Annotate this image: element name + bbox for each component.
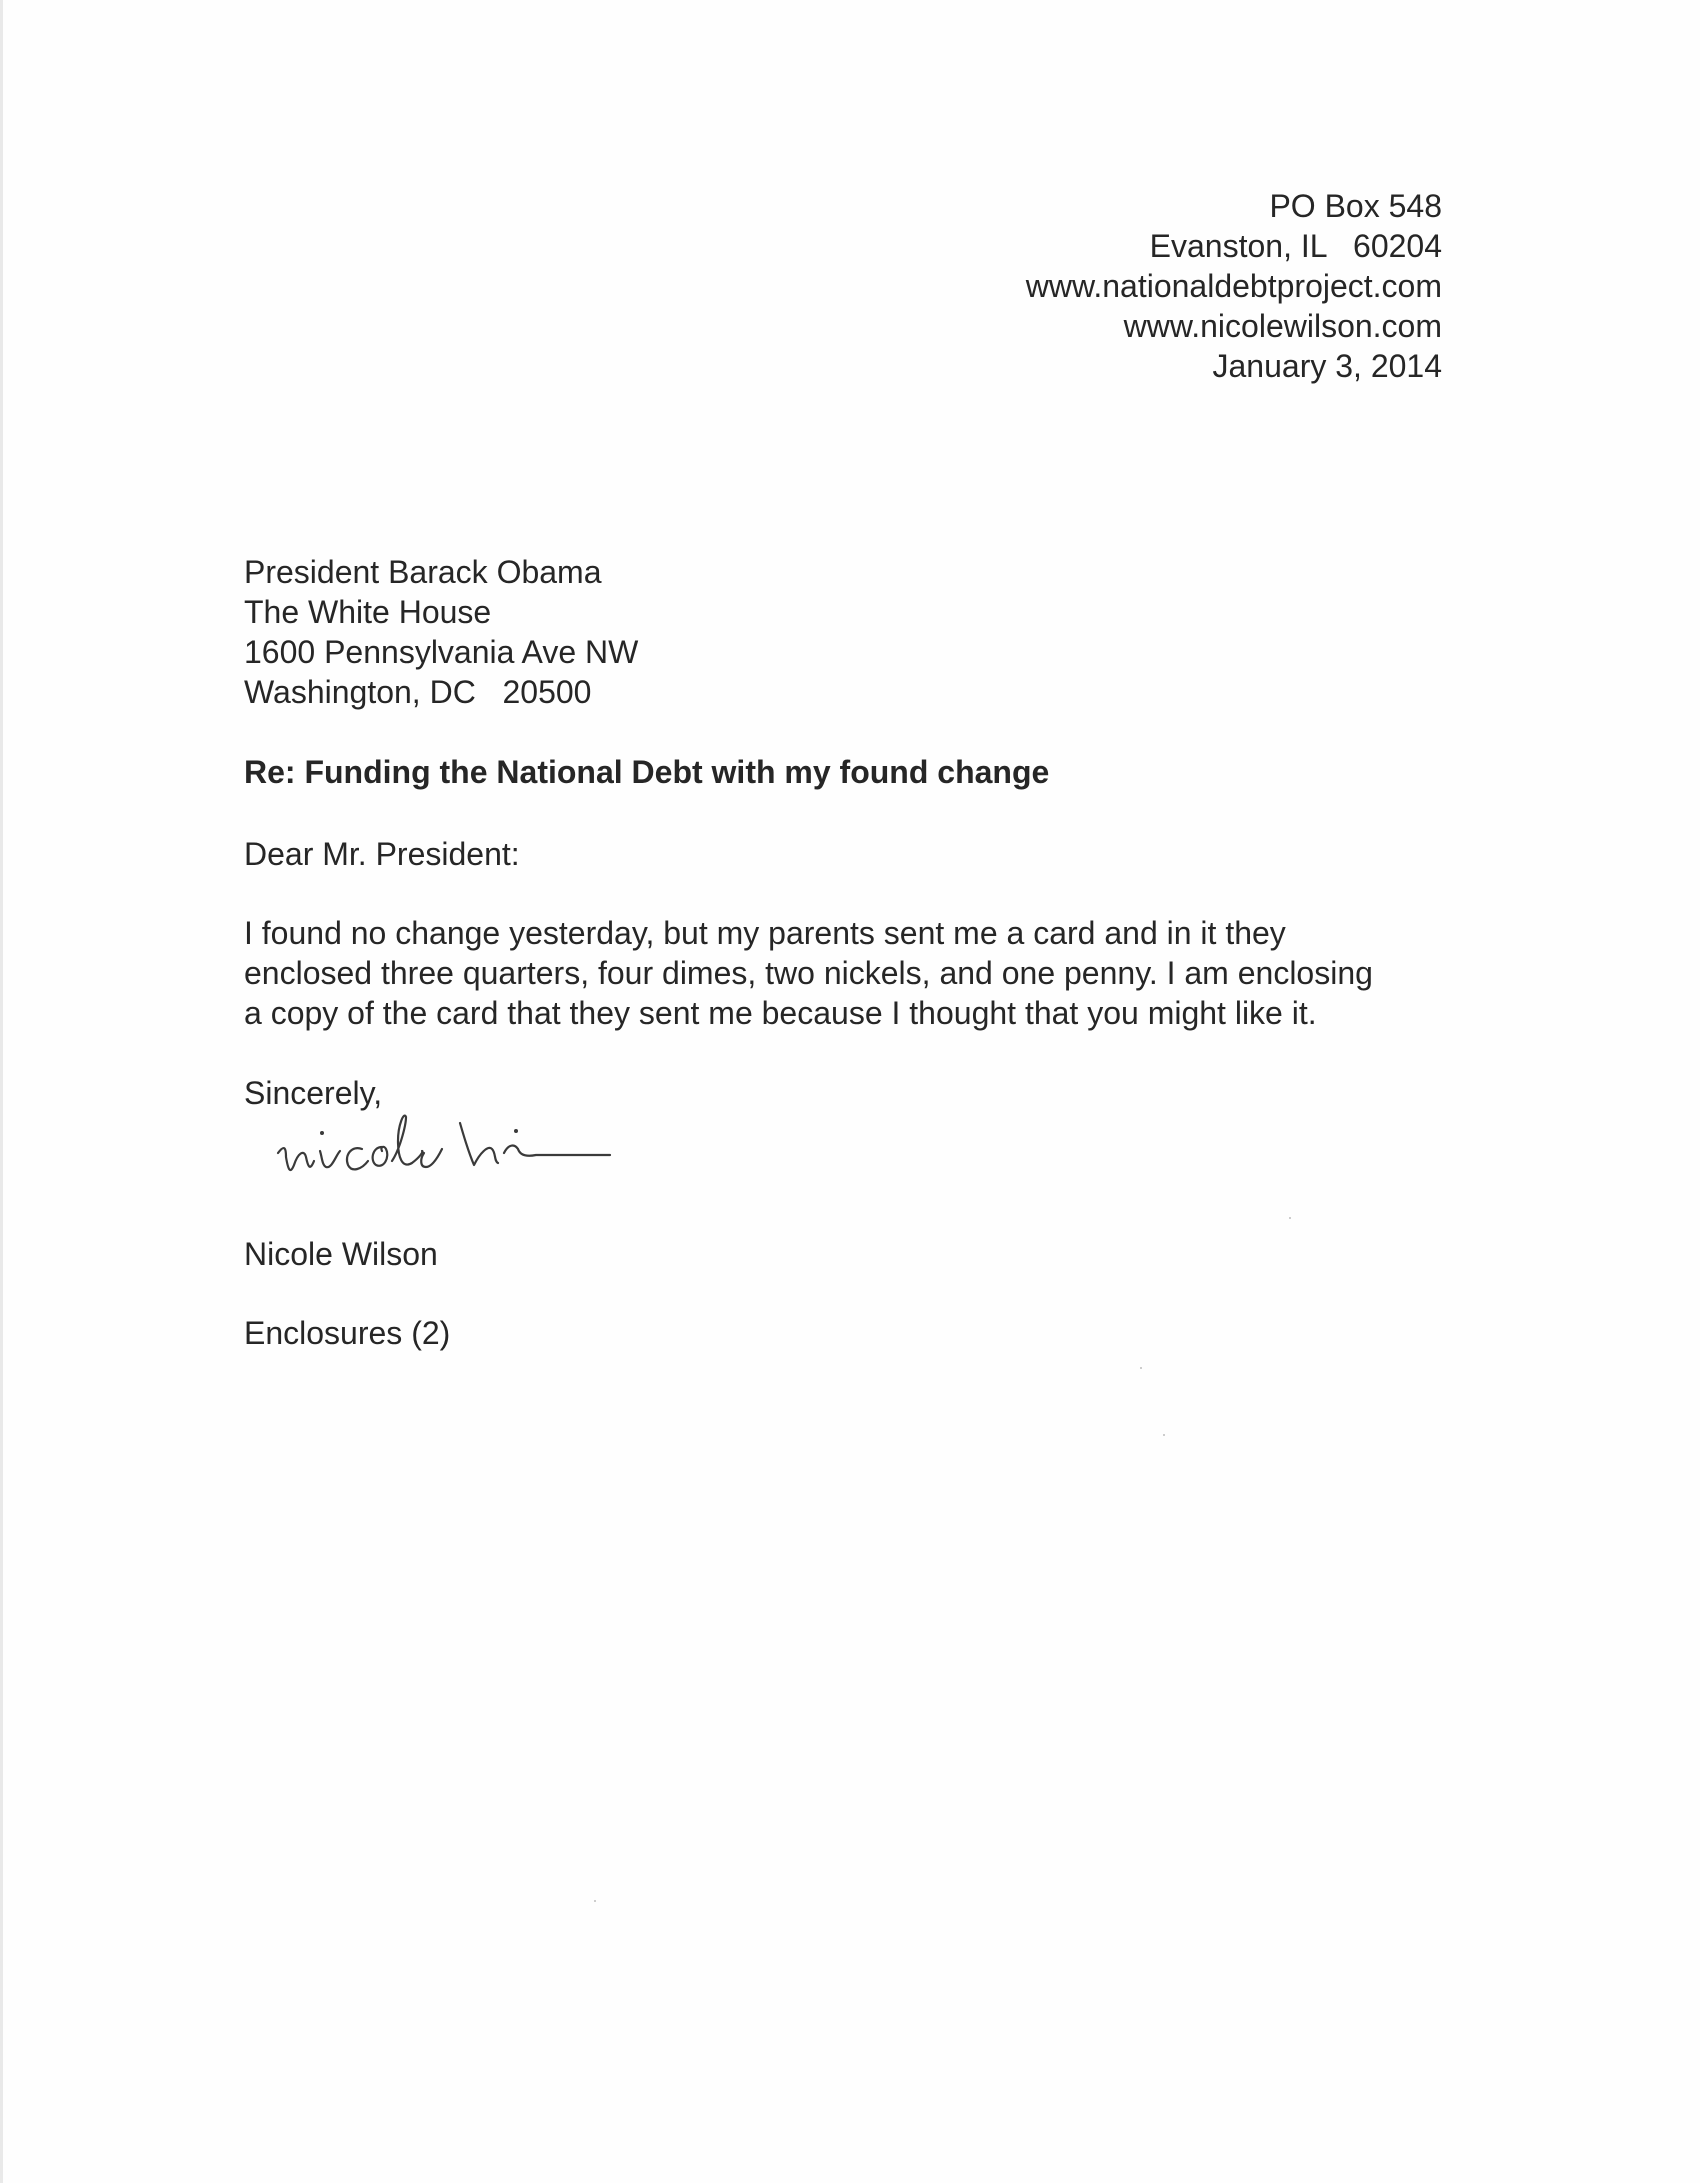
sender-po-box: PO Box 548 <box>1269 188 1442 224</box>
recipient-city-state-zip: Washington, DC 20500 <box>244 674 592 710</box>
sender-website-2: www.nicolewilson.com <box>1123 308 1442 344</box>
body-line: enclosed three quarters, four dimes, two nickels, and one penny. I am enclosing <box>244 955 1373 991</box>
scan-speck <box>1289 1217 1291 1219</box>
scan-speck <box>594 1900 596 1902</box>
scan-speck <box>1140 1367 1142 1369</box>
salutation: Dear Mr. President: <box>244 836 520 872</box>
recipient-address-block <box>244 552 638 712</box>
closing: Sincerely, <box>244 1075 383 1111</box>
recipient-street: 1600 Pennsylvania Ave NW <box>244 634 639 670</box>
letter-body <box>244 913 1373 1033</box>
sender-city-state-zip: Evanston, IL 60204 <box>1149 228 1442 264</box>
subject-line: Re: Funding the National Debt with my found change <box>244 754 1050 790</box>
scan-edge <box>0 0 3 2183</box>
signer-name: Nicole Wilson <box>244 1236 438 1272</box>
sender-address-block <box>1026 186 1442 386</box>
body-line: I found no change yesterday, but my parents sent me a card and in it they <box>244 915 1286 951</box>
enclosures-note: Enclosures (2) <box>244 1315 451 1351</box>
handwritten-signature <box>270 1095 630 1195</box>
body-line: a copy of the card that they sent me because I thought that you might like it. <box>244 995 1317 1031</box>
letter-date: January 3, 2014 <box>1212 348 1442 384</box>
recipient-name: President Barack Obama <box>244 554 602 590</box>
scan-speck <box>1163 1434 1165 1436</box>
recipient-organization: The White House <box>244 594 492 630</box>
sender-website-1: www.nationaldebtproject.com <box>1025 268 1442 304</box>
